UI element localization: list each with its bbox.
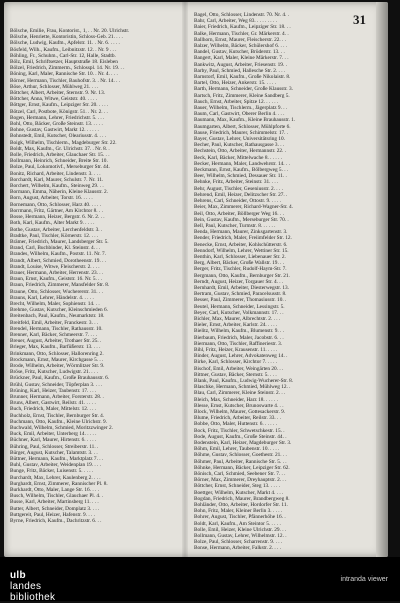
- directory-entry: Behrend, Emil, Heizer, Delitzscher Str. 27. .: [194, 191, 288, 198]
- directory-entry: Bradtke, Paul, Tischler, Körnerstr. 12. . . .: [10, 232, 99, 239]
- directory-entry: Bölz, Emil, Schriftsetzer, Hauptstraße 18. Eisleben: [10, 59, 118, 66]
- directory-entry: Binder, August, Lehrer, Advokatenweg 14. .: [194, 353, 288, 360]
- page-number: 31: [353, 12, 366, 27]
- directory-entry: Balzer, Wilhelm, Bäcker, Schülershof 6. . . .: [194, 43, 288, 50]
- directory-entry: Braun, Ernst, Kaufm., Geiststr. 16. Nr. 5. . .: [10, 276, 103, 283]
- directory-entry: Breuer, August, Arbeiter, Trothaer Str. 25. .: [10, 338, 102, 345]
- directory-entry: Bagel, Otto, Schlosser, Lindenstr. 70. Nr. 4. .: [194, 12, 289, 18]
- directory-entry: Börner, Max, Zimmerer, Dreyhauptstr. 2. . .: [194, 477, 287, 484]
- directory-entry: Brauer, Hermann, Arbeiter, Herrenstr. 23. . .: [10, 269, 104, 276]
- directory-entry: Bürger, August, Kutscher, Talamtstr. 3. . .: [10, 449, 98, 456]
- directory-entry: Bohländer, Otto, Arbeiter, Hordorfer Str. 11.: [194, 502, 288, 509]
- directory-entry: Brandes, Wilhelm, Kaufm., Poststr. 11. Nr. 7.: [10, 251, 107, 258]
- directory-entry: Biermann, Otto, Tischler, Raffineriestr. 3.: [194, 340, 283, 347]
- directory-entry: Bölzel, Friedrich, Zimmerm., Schlosspl. 14. Nr. 19. . .: [10, 65, 125, 72]
- directory-entry: Behr, August, Tischler, Geseniusstr. 2. . . .: [194, 185, 283, 192]
- directory-entry: Bleich, Max, Schneider, Harz 18. . . . . .: [194, 396, 278, 403]
- directory-entry: Bause, Friedrich, Maurer, Schimmelstr. 17. .: [194, 129, 289, 136]
- directory-entry: Becher, Paul, Kutscher, Rathausgasse 3. . .: [194, 142, 285, 149]
- directory-entry: Bohn, Fritz, Maler, Kleiner Berlin 3. . . . .: [194, 508, 283, 515]
- directory-entry: Buchmann, Otto, Kaufm., Kleine Ulrichstr. 9.: [10, 418, 107, 425]
- directory-entry: Bobbe, Otto, Maler, Huttenstr. 6. . . . . .: [194, 421, 277, 428]
- directory-entry: Bielitz, Wilhelm, Kaufm., Blumenstr. 9. . .: [194, 328, 285, 335]
- directory-entry: Böhling, Fr., Schuhm., Carl-Str. 12, Halle, Stadtb.: [10, 52, 116, 59]
- directory-entry: Buck, Emil, Arbeiter, Unterberg 14. . . . .: [10, 431, 97, 438]
- directory-entry: Bonitz, Richard, Arbeiter, Lindenstr. 3. . . .: [10, 170, 101, 177]
- directory-entry: Bohne, Gustav, Gastwirt, Markt 12. . . . . .: [10, 127, 99, 134]
- logo-line-ulb: ulb: [10, 570, 26, 581]
- right-column: [194, 12, 366, 552]
- directory-entry: Brieger, Max, Kaufm., Barfüßerstr. 13. . . .: [10, 344, 101, 351]
- directory-entry: Busse, Karl, Arbeiter, Martinsberg 11. . . .: [10, 499, 99, 506]
- directory-entry: Bönisch, Carl, Schmied, Seebener Str. 7. . .: [194, 471, 286, 478]
- directory-entry: Böhm, Emil, Lehrer, Taubenstr. 10. . . . .: [194, 446, 280, 453]
- directory-entry: Bierbaum, Friedrich, Maler, Jacobstr. 6. . .: [194, 334, 284, 341]
- directory-entry: Birke, Karl, Schlosser, Kirchtor 7. . . . .: [194, 359, 278, 366]
- directory-entry: Baum, Carl, Gastwirt, Oberer Berlin 4. . . .: [194, 111, 285, 118]
- directory-entry: Both, Karl, Kaufm., Alter Markt 9. . . . .: [10, 220, 95, 227]
- directory-entry: Bötzel, Carl, Postbote, Königstr. 51. . Nr. 2. . .: [10, 108, 108, 115]
- directory-entry: Bormann, Emma, Näherin, Kleine Klausstr. 2.: [10, 189, 108, 196]
- directory-entry: Böttger, Ernst, Kaufm., Leipziger Str. 20. . . . .: [10, 102, 109, 109]
- directory-entry: Blau, Carl, Zimmerer, Kleine Steinstr. 2. . .: [194, 390, 286, 397]
- directory-entry: Börner, Hermann, Tischler, Bauhofstr. 3. . Nr. 14. . .: [10, 77, 121, 84]
- directory-entry: Bahr, Carl, Arbeiter, Weg 83. . . . . . . . .: [194, 18, 277, 25]
- directory-entry: Buch, Friedrich, Maler, Mittelstr. 12. . . .: [10, 406, 97, 413]
- directory-entry: Brockmann, Ernst, Maurer, Kirchgasse 5. . .: [10, 356, 104, 363]
- directory-entry: Bankwitz, August, Arbeiter, Friesenstr. 19. .: [194, 61, 287, 68]
- directory-entry: Ballhorn, Ernst, Maurer, Fleischerstr. 22. . .: [194, 36, 287, 43]
- directory-entry: Blaschke, Hermann, Schmied, Mühlweg 12. .: [194, 384, 291, 391]
- directory-entry: Beer, Wilhelm, Schmied, Dessauer Str. 11. .: [194, 173, 287, 180]
- directory-entry: Bangert, Karl, Maler, Kleine Märkerstr. 7. . .: [194, 55, 289, 62]
- directory-entry: Bunge, Fritz, Bäcker, Luisenstr. 5. . . . .: [10, 468, 94, 475]
- directory-entry: Bartsch, Fritz, Zimmerer, Kleine Sandberg 5.: [194, 92, 290, 99]
- directory-entry: Baumgarten, Albert, Schlosser, Mühlpforte 6.: [194, 123, 291, 130]
- directory-entry: Blesse, Ernst, Kutscher, Brunoswarte 4. . .: [194, 402, 284, 409]
- directory-entry: Butter, Albert, Schneider, Domplatz 3. . . .: [10, 505, 100, 512]
- document-page: [4, 2, 388, 557]
- logo-line-landes: landes: [10, 581, 42, 592]
- directory-entry: Bohrer, August, Tischler, Pfännerhöhe 16. .: [194, 514, 286, 521]
- directory-entry: Bischof, Emil, Arbeiter, Weingärten 20. . .: [194, 365, 284, 372]
- directory-entry: Brode, Wilhelm, Arbeiter, Wörmlitzer Str. 9.: [10, 362, 105, 369]
- directory-entry: Baier, Friedrich, Kaufm., Leipziger Str. 18. . .: [194, 24, 291, 31]
- directory-entry: Braun, Friedrich, Zimmerer, Mansfelder Str. 8.: [10, 282, 110, 289]
- directory-entry: Brendel, Hermann, Tischler, Rathausstr. 10.: [10, 325, 103, 332]
- directory-entry: Blank, Paul, Kaufm., Ludwig-Wucherer-Str. 8.: [194, 377, 294, 384]
- directory-entry: Byrne, Friedrich, Kaufm., Dachritzstr. 6. . .: [10, 518, 102, 525]
- directory-entry: Bühring, Paul, Schlosser, Streiberstr. 11. .: [10, 443, 99, 450]
- directory-entry: Böhnke, Hermann, Bäcker, Leipziger Str. 62.: [194, 464, 290, 471]
- directory-entry: Bruns, Albert, Gastwirt, Reilstr. 41. . . . .: [10, 400, 96, 407]
- directory-entry: Bohnstedt, Emil, Kutscher, Oleariusstr. 4. . . .: [10, 133, 107, 140]
- directory-entry: Bell, Paul, Kutscher, Turmstr. 8. . . . . .: [194, 222, 276, 229]
- directory-entry: Berg, Albert, Bäcker, Große Wallstr. 19. . .: [194, 260, 285, 267]
- directory-entry: Boldt, Karl, Kaufm., Am Steintor 5. . . . .: [194, 520, 281, 527]
- directory-entry: Bornemann, Otto, Schlosser, Harz 40. . . . .: [10, 201, 101, 208]
- directory-entry: Benndorf, Wilhelm, Lehrer, Wettiner Str. 15.: [194, 247, 289, 254]
- directory-entry: Brehme, Gustav, Kutscher, Kleinschmieden 6.: [10, 307, 108, 314]
- directory-entry: Bölsche, Ludwig, Kaufm., Apfelstr. 11. . Nr. 6. . . . .: [10, 40, 120, 47]
- directory-entry: Brinkmann, Otto, Schlosser, Hallorenring 2.: [10, 350, 104, 357]
- directory-entry: Bollmann, Gustav, Lehrer, Wilhelmstr. 12. .: [194, 533, 287, 540]
- directory-entry: Breitenbach, Paul, Kaufm., Neumarktstr. 18.: [10, 313, 105, 320]
- directory-entry: Büttner, Hermann, Kaufm., Marktplatz 7. . .: [10, 456, 104, 463]
- directory-entry: Bollmann, Heinrich, Schneider, Breite Str. 10.: [10, 158, 108, 165]
- directory-entry: Brand, Carl, Buchbinder, Kl. Steinstr. 4. . .: [10, 245, 101, 252]
- directory-entry: Beck, Karl, Bäcker, Mittelwache 8. . . . . .: [194, 154, 283, 161]
- book-edge: [376, 2, 388, 557]
- directory-entry: Bittner, Gustav, Bäcker, Sternstr. 5. . . .: [194, 371, 277, 378]
- directory-entry: Bodenstein, Karl, Heizer, Magdeburger Str. 3.: [194, 440, 292, 447]
- directory-entry: Bartel, Otto, Heizer, Ankerstr. 15. . . . .: [194, 80, 277, 87]
- directory-entry: Bichler, Max, Maurer, Albrechtstr. 2. . . .: [194, 315, 281, 322]
- directory-entry: Buttgereit, Paul, Heizer, Hafenstr. 9. . . .: [10, 511, 95, 518]
- directory-entry: Bergmann, Otto, Kaufm., Bernburger Str. 21.: [194, 272, 290, 279]
- directory-entry: Büchner, Karl, Maurer, Hirtenstr. 6. . . . .: [10, 437, 97, 444]
- directory-entry: Berndt, August, Heizer, Torgauer Str. 4. . .: [194, 278, 284, 285]
- directory-entry: Brenner, Karl, Bäcker, Schmeerstr. 7. . . .: [10, 331, 98, 338]
- directory-entry: Bode, August, Kaufm., Große Steinstr. 44. .: [194, 433, 287, 440]
- directory-entry: Brückner, Paul, Kaufm., Große Brauhausstr. 6.: [10, 375, 110, 382]
- directory-entry: Braune, Otto, Schlosser, Wuchererstr. 31. . .: [10, 288, 103, 295]
- directory-entry: Busch, Wilhelm, Tischler, Glauchaer Pl. 4. .: [10, 493, 104, 500]
- directory-entry: Borrmann, Fritz, Gärtner, Am Kirchtor 8. . .: [10, 207, 103, 214]
- directory-entry: Böning, Karl, Maler, Rannische Str. 10. . Nr. 4. . . .: [10, 71, 118, 78]
- directory-entry: Bothe, Gustav, Arbeiter, Lerchenfeldstr. 3. .: [10, 226, 103, 233]
- directory-entry: Bihl, Fritz, Heizer, Krausenstr. 11. . . . .: [194, 346, 278, 353]
- directory-entry: Benda, Hermann, Maurer, Zinksgartenstr. 3.: [194, 229, 288, 236]
- left-column: [10, 28, 178, 553]
- directory-entry: Beutel, Hermann, Schneider, Lessingstr. 5.: [194, 303, 285, 310]
- directory-entry: Brauns, Karl, Lehrer, Händelstr. 4. . . . .: [10, 294, 94, 301]
- directory-entry: Böhme, Gustav, Schlosser, Goethestr. 21. . .: [194, 452, 287, 459]
- directory-entry: Brunner, Hermann, Arbeiter, Forsterstr. 28. .: [10, 393, 104, 400]
- directory-entry: Bandel, Gustav, Kutscher, Brüderstr. 13. . .: [194, 49, 285, 56]
- directory-entry: Brühl, Gustav, Schneider, Töpferplan 3. . . .: [10, 381, 103, 388]
- directory-entry: Buhl, Gustav, Arbeiter, Weidenplan 19. . . .: [10, 462, 102, 469]
- directory-entry: Bayer, Gustav, Lehrer, Universitätsring 10.: [194, 136, 286, 143]
- directory-entry: Bock, Fritz, Tischler, Schwetschkestr. 15. .: [194, 427, 285, 434]
- directory-entry: Becker, Hermann, Maler, Landwehrstr. 14. . .: [194, 160, 290, 167]
- directory-entry: Boldt, Max, Kaufm., Gr. Ulrichstr. 37. . Nr. 8. .: [10, 145, 110, 152]
- directory-entry: Borchardt, Karl, Maurer, Schulstr. 7. Nr. 11.: [10, 176, 104, 183]
- directory-entry: Burghardt, Ernst, Zimmerer, Rannischer Pl. 8.: [10, 480, 108, 487]
- directory-entry: Bernhardt, Emil, Arbeiter, Diesterwegstr. 13.: [194, 284, 289, 291]
- directory-entry: Brandt, Albert, Schmied, Dorotheenstr. 19. . .: [10, 257, 107, 264]
- directory-entry: Boettger, Wilhelm, Kutscher, Markt 4. . . .: [194, 489, 284, 496]
- directory-entry: Buchholz, Ernst, Tischler, Bernburger Str. 4.: [10, 412, 105, 419]
- directory-entry: Bohl, Otto, Bäcker, Große Steinstr. 13. . . . .: [10, 121, 103, 128]
- directory-entry: Buchwald, Wilhelm, Schmied, Moritzzwinger 2.: [10, 425, 113, 431]
- directory-entry: Breitfeld, Emil, Arbeiter, Franckestr. 3. . .: [10, 319, 99, 326]
- directory-entry: Behnke, Fritz, Arbeiter, Steinstr. 31. . . .: [194, 179, 279, 186]
- directory-entry: Beier, Max, Zimmerer, Richard-Wagner-Str. 4.: [194, 204, 293, 211]
- directory-entry: Beckmann, Ernst, Kaufm., Bölbergweg 5. . .: [194, 167, 289, 174]
- directory-entry: Böttcher, Albert, Arbeiter, Sternstr. 9. Nr. 13.: [10, 90, 106, 97]
- directory-entry: Brüning, Karl, Heizer, Taubenstr. 17. . . .: [10, 387, 97, 394]
- directory-entry: Bauer, Wilhelm, Tischlerm., Jägerplatz 9. . .: [194, 105, 288, 112]
- directory-entry: Bechstein, Otto, Arbeiter, Hermannstr. 22. .: [194, 148, 287, 155]
- viewer-label: intranda viewer: [340, 576, 388, 583]
- directory-entry: Böhmer, Paul, Arbeiter, Rannische Str. 5. . .: [194, 458, 287, 465]
- directory-entry: Balke, Hermann, Tischler, Gr. Märkerstr. 4. .: [194, 30, 289, 37]
- directory-entry: Bogen, Hermann, Lehrer, Friedrichstr. 5. . . .: [10, 114, 105, 121]
- directory-entry: Behrens, Carl, Schneider, Ottostr. 9. . . . .: [194, 198, 282, 205]
- directory-entry: Born, August, Arbeiter, Torstr. 16. . . . .: [10, 195, 93, 202]
- directory-entry: Bonse, Hermann, Arbeiter, Falkstr. 2. . . .: [194, 545, 282, 552]
- directory-entry: Blume, Friedrich, Arbeiter, Reilstr. 33. . .: [194, 415, 282, 422]
- directory-entry: Barth, Hermann, Schneider, Große Klausstr. 3.: [194, 86, 293, 93]
- directory-entry: Block, Wilhelm, Maurer, Gottesackerstr. 9.: [194, 409, 286, 415]
- page-gutter: [182, 2, 188, 557]
- directory-entry: Beyer, Carl, Kutscher, Volkmannstr. 17. . .: [194, 309, 284, 316]
- directory-entry: Bauch, Ernst, Arbeiter, Spitze 12. . . . . .: [194, 98, 279, 105]
- directory-entry: Bösfeld, Wilh., Kaufm., Leibnitzstr. 12. . Nr. 9 . . .: [10, 46, 117, 53]
- directory-entry: Borchert, Wilhelm, Kaufm., Steinweg 29. . .: [10, 183, 104, 190]
- directory-entry: Bröse, Fritz, Kutscher, Ludwigstr. 21. . . .: [10, 369, 98, 376]
- directory-entry: Benthin, Karl, Schlosser, Liebenauer Str. 2.: [194, 253, 286, 260]
- directory-entry: Barby, Paul, Schmied, Hallesche Str. 2. . . .: [194, 67, 286, 74]
- logo-line-bibliothek: bibliothek: [10, 592, 56, 603]
- directory-entry: Boigk, Wilhelm, Tischlerm., Magdeburger Str. 22.: [10, 139, 117, 146]
- directory-entry: Barnstorf, Emil, Kaufm., Große Nikolaistr. 8.: [194, 74, 291, 81]
- directory-entry: Beil, Otto, Arbeiter, Böllberger Weg 16. . .: [194, 210, 284, 217]
- directory-entry: Bolze, Paul, Schlosser, Scharrenstr. 9. . . .: [194, 539, 283, 546]
- directory-entry: Burkhardt, Otto, Maler, Lange Str. 16. . . .: [10, 487, 99, 494]
- directory-entry: Brecht, Wilhelm, Maler, Sophienstr. 14. . .: [10, 300, 100, 307]
- directory-entry: Bender, Friedrich, Maler, Freiimfelder Str. 12.: [194, 235, 292, 242]
- directory-entry: Berger, Fritz, Tischler, Rudolf-Haym-Str. 7.: [194, 266, 287, 273]
- directory-entry: Böse, Arthur, Schlosser, Mühlweg 21. . . .: [10, 83, 99, 90]
- directory-entry: Bolze, Paul, Lokomotivf., Merseburger Str. 44.: [10, 164, 110, 171]
- directory-entry: Böttcher, Ernst, Schneider, Steg 13. . . . .: [194, 483, 281, 490]
- directory-entry: Baumann, Max, Kaufm., Kleine Brauhausstr. 1.: [194, 117, 296, 124]
- directory-entry: Brandt, Louise, Witwe, Fleischerstr. 2. . . .: [10, 263, 100, 270]
- directory-entry: Bolle, Emil, Heizer, Kleine Ulrichstr. 29. . .: [194, 526, 287, 533]
- directory-entry: Bein, Gustav, Kaufm., Merseburger Str. 70. .: [194, 216, 289, 223]
- directory-entry: Böttcher, Anna, Witwe, Geiststr. 40. . . . .: [10, 96, 98, 103]
- directory-entry: Besser, Paul, Zimmerer, Thomasiusstr. 10. .: [194, 297, 287, 304]
- directory-entry: Brämer, Friedrich, Maurer, Landsberger Str. 5.: [10, 238, 109, 245]
- directory-entry: Benecke, Ernst, Arbeiter, Kohlschütterstr. 6.: [194, 241, 288, 248]
- directory-entry: Bieler, Ernst, Arbeiter, Karlstr. 24. . . . .: [194, 322, 278, 329]
- ulb-logo[interactable]: [10, 570, 55, 603]
- directory-entry: Bölsche, Emilie, Frau, Kontorist., 1, . . Nr. 20. Ulrichstr.: [10, 28, 130, 34]
- directory-entry: Bosse, Hermann, Heizer, Bergstr. 6. Nr. 2. . .: [10, 214, 105, 221]
- directory-entry: Burchardt, Max, Lehrer, Kaulenberg 2. . . .: [10, 474, 101, 481]
- directory-entry: Bolle, Friedrich, Arbeiter, Glauchaer Str. 15. . .: [10, 152, 110, 159]
- directory-entry: Bertram, Gustav, Schmied, Paracelsusstr. 8.: [194, 291, 287, 298]
- directory-entry: Bogdan, Friedrich, Maurer, Brandbergweg 8.: [194, 495, 290, 502]
- directory-entry: Bölsche, Henriette, Kontoristin, Schloss-Geb. 21. . . .: [10, 34, 123, 41]
